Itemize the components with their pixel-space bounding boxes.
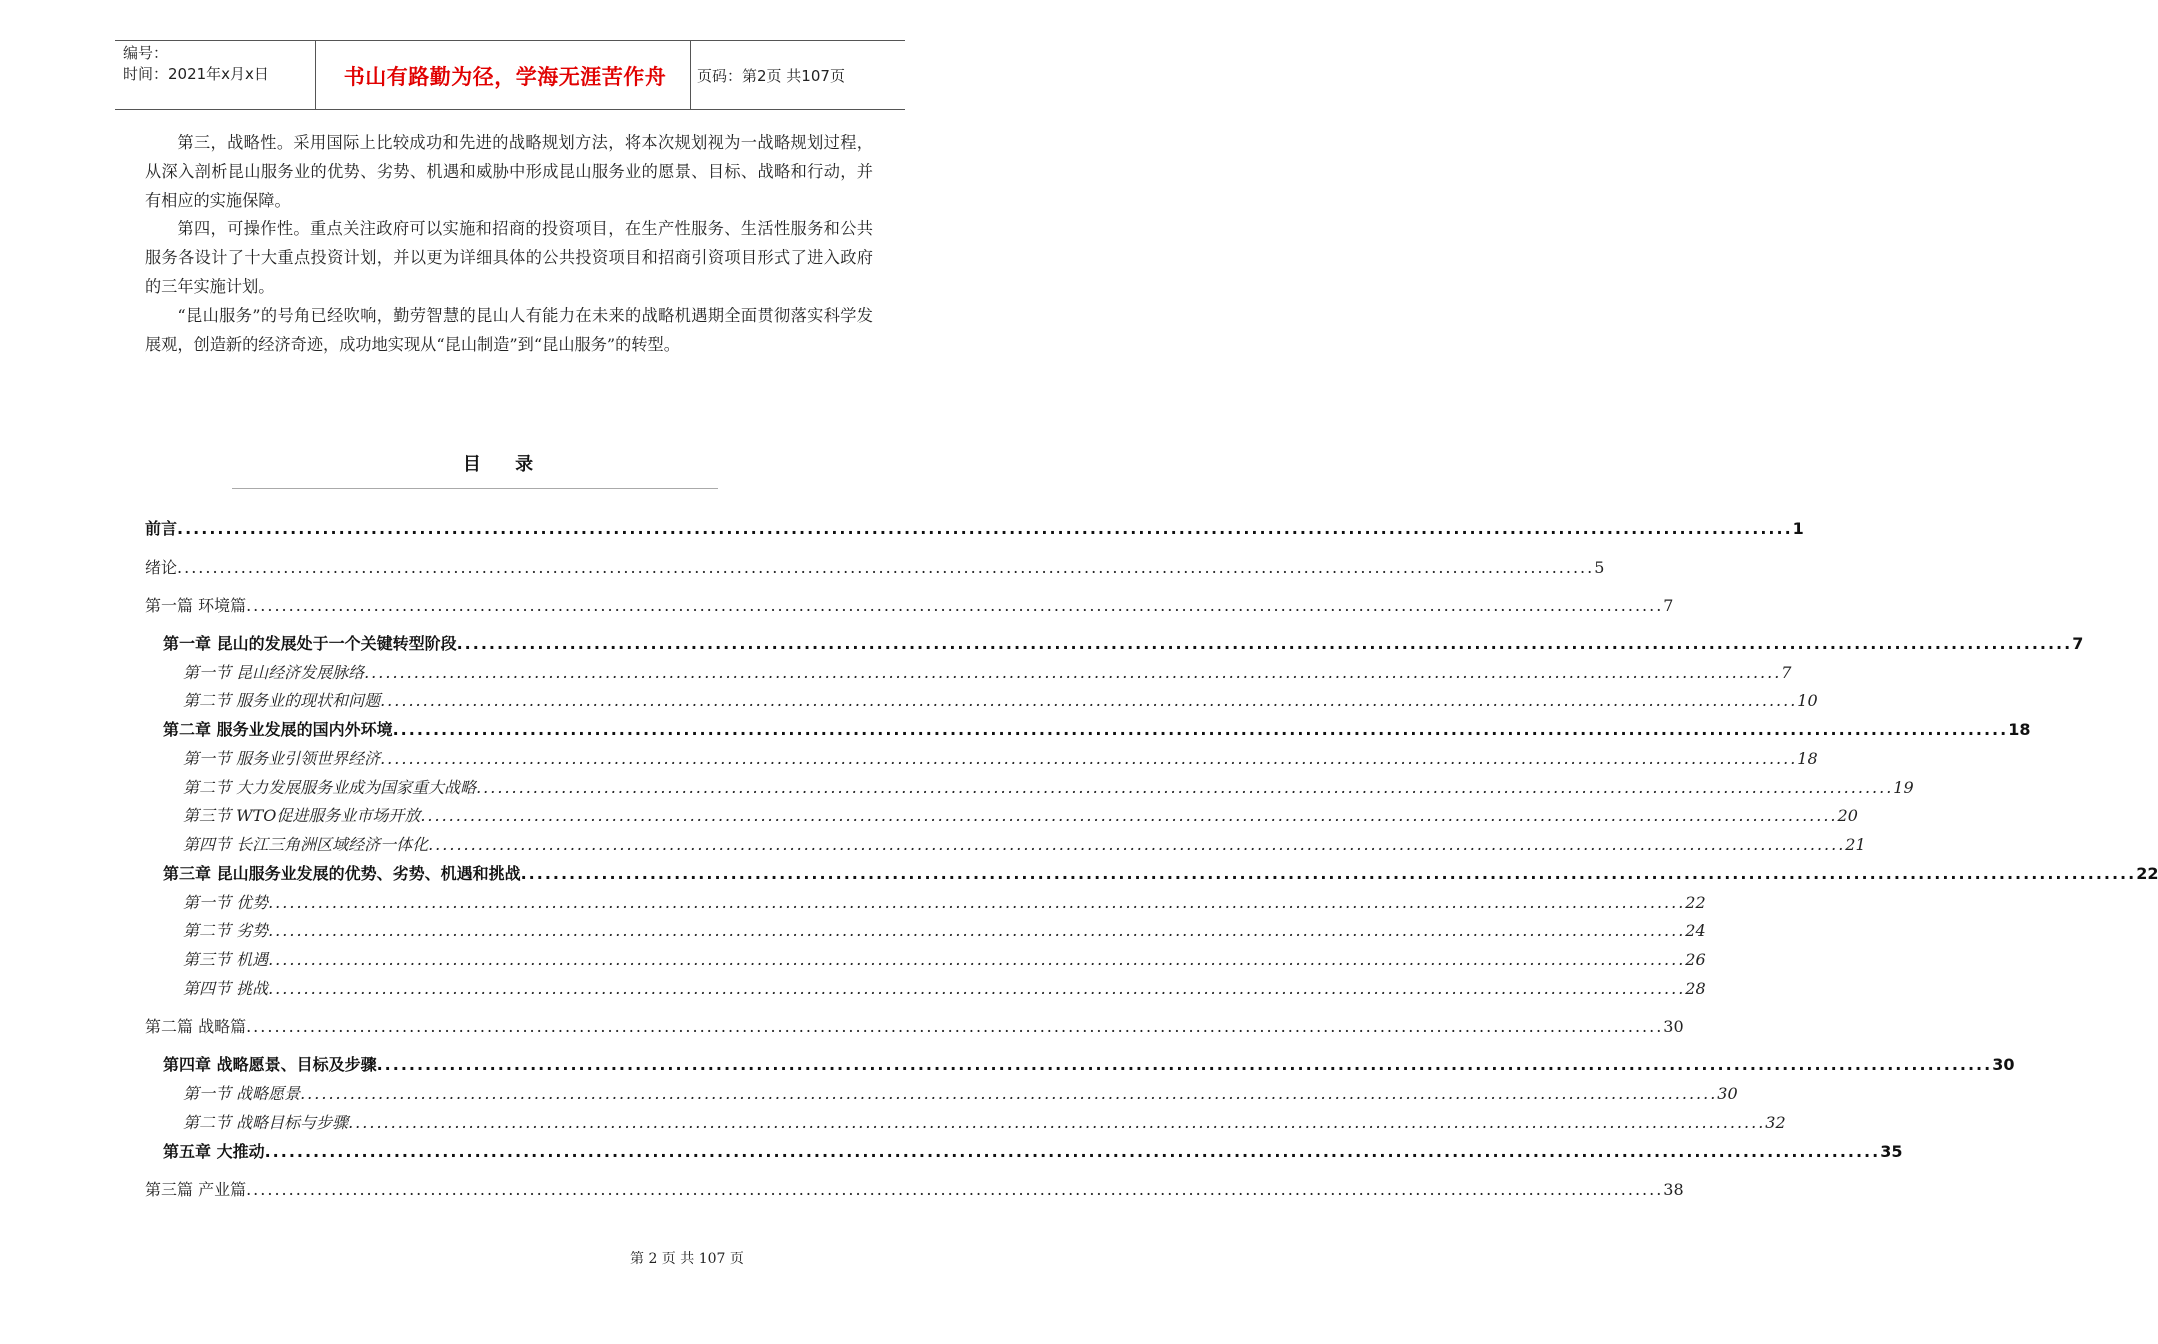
toc-entry-label: 第一篇 环境篇 xyxy=(145,596,247,615)
toc-entry-page: 28 xyxy=(1685,979,1706,998)
toc-entry-page: 7 xyxy=(2072,634,2084,653)
toc-entry-page: 18 xyxy=(2008,720,2031,739)
toc-leader: ........................................................................................................................................................................................................ xyxy=(520,864,2137,883)
toc-entry-page: 5 xyxy=(1594,558,1605,577)
header-divider xyxy=(315,41,316,109)
toc-entry-page: 20 xyxy=(1837,806,1858,825)
toc-entry[interactable] xyxy=(183,890,1706,913)
toc-entry-page: 1 xyxy=(1792,519,1804,538)
toc-entry-label: 绪论 xyxy=(145,558,178,577)
toc-entry-label: 第三篇 产业篇 xyxy=(145,1180,247,1199)
toc-entry[interactable] xyxy=(145,593,1674,616)
toc-divider xyxy=(232,488,718,489)
toc-entry[interactable] xyxy=(183,775,1914,798)
header-motto: 书山有路勤为径，学海无涯苦作舟 xyxy=(343,65,667,89)
toc-entry-label: 第一节 昆山经济发展脉络 xyxy=(183,663,365,682)
toc-entry-label: 第一节 优势 xyxy=(183,893,269,912)
toc-entry[interactable] xyxy=(145,555,1605,578)
toc-entry-label: 第三章 昆山服务业发展的优势、劣势、机遇和挑战 xyxy=(163,864,521,883)
toc-leader: ........................................................................................................................................................................................................ xyxy=(264,1142,1881,1161)
toc-entry[interactable] xyxy=(183,688,1818,711)
body-paragraph: 第三，战略性。采用国际上比较成功和先进的战略规划方法，将本次规划视为一战略规划过程，从深入剖析昆山服务业的优势、劣势、机遇和威胁中形成昆山服务业的愿景、目标、战略和行动，并有相应的实施保障。 xyxy=(145,133,873,210)
toc-entry[interactable] xyxy=(183,660,1792,683)
toc-entry[interactable] xyxy=(183,803,1858,826)
toc-leader: ........................................................................................................................................................................................................ xyxy=(376,1055,1993,1074)
doc-time-label: 时间：2021年x月x日 xyxy=(123,65,269,83)
toc-entry-label: 第三节 机遇 xyxy=(183,950,269,969)
toc-entry-page: 24 xyxy=(1685,921,1706,940)
toc-entry-page: 32 xyxy=(1765,1113,1786,1132)
toc-leader: ........................................................................................................................................................................................................ xyxy=(392,720,2009,739)
body-paragraph: “昆山服务”的号角已经吹响，勤劳智慧的昆山人有能力在未来的战略机遇期全面贯彻落实科学发展观，创造新的经济奇迹，成功地实现从“昆山制造”到“昆山服务”的转型。 xyxy=(145,306,873,354)
toc-entry-label: 第二节 服务业的现状和问题 xyxy=(183,691,381,710)
page-footer: 第 2 页 共 107 页 xyxy=(630,1251,744,1267)
header-meta xyxy=(123,43,269,85)
body-paragraph: 第四，可操作性。重点关注政府可以实施和招商的投资项目，在生产性服务、生活性服务和公共服务各设计了十大重点投资计划，并以更为详细具体的公共投资项目和招商引资项目形式了进入政府的三年实施计划。 xyxy=(145,219,873,296)
toc-entry[interactable] xyxy=(183,918,1706,941)
toc-leader: ........................................................................................................................................................................................................ xyxy=(348,1113,1766,1132)
toc-leader: ........................................................................................................................................................................................................ xyxy=(476,778,1894,797)
toc-entry-page: 26 xyxy=(1685,950,1706,969)
toc-leader: ........................................................................................................................................................................................................ xyxy=(380,749,1798,768)
toc-entry-label: 第四节 长江三角洲区域经济一体化 xyxy=(183,835,429,854)
toc-entry-page: 30 xyxy=(1663,1017,1684,1036)
toc-leader: ........................................................................................................................................................................................................ xyxy=(364,663,1782,682)
toc-entry[interactable] xyxy=(183,746,1818,769)
toc-entry-label: 第五章 大推动 xyxy=(163,1142,265,1161)
toc-entry[interactable] xyxy=(163,861,2158,884)
toc-entry[interactable] xyxy=(145,1177,1684,1200)
toc-leader: ........................................................................................................................................................................................................ xyxy=(380,691,1798,710)
toc-entry-label: 第二节 劣势 xyxy=(183,921,269,940)
toc-leader: ........................................................................................................................................................................................................ xyxy=(246,596,1664,615)
toc-entry-label: 第一节 服务业引领世界经济 xyxy=(183,749,381,768)
toc-leader: ........................................................................................................................................................................................................ xyxy=(177,519,1793,538)
toc-entry[interactable] xyxy=(163,631,2084,654)
toc-entry-page: 7 xyxy=(1663,596,1674,615)
toc-entry-page: 22 xyxy=(2136,864,2158,883)
toc-entry-label: 第二章 服务业发展的国内外环境 xyxy=(163,720,393,739)
toc-entry[interactable] xyxy=(183,832,1866,855)
toc-entry-label: 第四章 战略愿景、目标及步骤 xyxy=(163,1055,377,1074)
toc-entry-label: 第二节 战略目标与步骤 xyxy=(183,1113,349,1132)
header-page-info: 页码：第2页 共107页 xyxy=(697,67,845,85)
toc-entry[interactable] xyxy=(183,1081,1738,1104)
page-header xyxy=(115,40,905,110)
toc-entry[interactable] xyxy=(163,717,2031,740)
doc-id-label: 编号： xyxy=(123,44,169,62)
header-divider xyxy=(690,41,691,109)
toc-entry-page: 19 xyxy=(1893,778,1914,797)
toc-entry[interactable] xyxy=(183,976,1706,999)
toc-entry[interactable] xyxy=(183,1110,1786,1133)
toc-entry-label: 第三节 WTO促进服务业市场开放 xyxy=(183,806,421,825)
toc-entry[interactable] xyxy=(145,516,1804,539)
toc-entry-label: 第四节 挑战 xyxy=(183,979,269,998)
toc-entry[interactable] xyxy=(145,1014,1684,1037)
toc-entry-page: 18 xyxy=(1797,749,1818,768)
toc-entry-label: 第二节 大力发展服务业成为国家重大战略 xyxy=(183,778,477,797)
toc-entry-page: 30 xyxy=(1717,1084,1738,1103)
toc-leader: ........................................................................................................................................................................................................ xyxy=(177,558,1595,577)
toc-leader: ........................................................................................................................................................................................................ xyxy=(268,950,1686,969)
toc-leader: ........................................................................................................................................................................................................ xyxy=(246,1017,1664,1036)
toc-leader: ........................................................................................................................................................................................................ xyxy=(268,893,1686,912)
toc-leader: ........................................................................................................................................................................................................ xyxy=(300,1084,1718,1103)
toc-leader: ........................................................................................................................................................................................................ xyxy=(246,1180,1664,1199)
toc-entry-page: 21 xyxy=(1845,835,1866,854)
toc-leader: ........................................................................................................................................................................................................ xyxy=(268,921,1686,940)
toc-leader: ........................................................................................................................................................................................................ xyxy=(456,634,2073,653)
toc-entry-label: 第二篇 战略篇 xyxy=(145,1017,247,1036)
toc-entry-page: 35 xyxy=(1880,1142,1903,1161)
toc-leader: ........................................................................................................................................................................................................ xyxy=(428,835,1846,854)
toc-entry-page: 22 xyxy=(1685,893,1706,912)
toc-entry-page: 30 xyxy=(1992,1055,2015,1074)
toc-entry[interactable] xyxy=(163,1139,1903,1162)
toc-entry-page: 10 xyxy=(1797,691,1818,710)
toc-leader: ........................................................................................................................................................................................................ xyxy=(420,806,1838,825)
toc-title: 目 录 xyxy=(462,454,548,475)
toc-entry-label: 第一节 战略愿景 xyxy=(183,1084,301,1103)
toc-entry-label: 前言 xyxy=(145,519,178,538)
toc-entry-page: 7 xyxy=(1781,663,1792,682)
toc-entry[interactable] xyxy=(163,1052,2015,1075)
toc-entry[interactable] xyxy=(183,947,1706,970)
toc-entry-page: 38 xyxy=(1663,1180,1684,1199)
toc-leader: ........................................................................................................................................................................................................ xyxy=(268,979,1686,998)
toc-entry-label: 第一章 昆山的发展处于一个关键转型阶段 xyxy=(163,634,457,653)
